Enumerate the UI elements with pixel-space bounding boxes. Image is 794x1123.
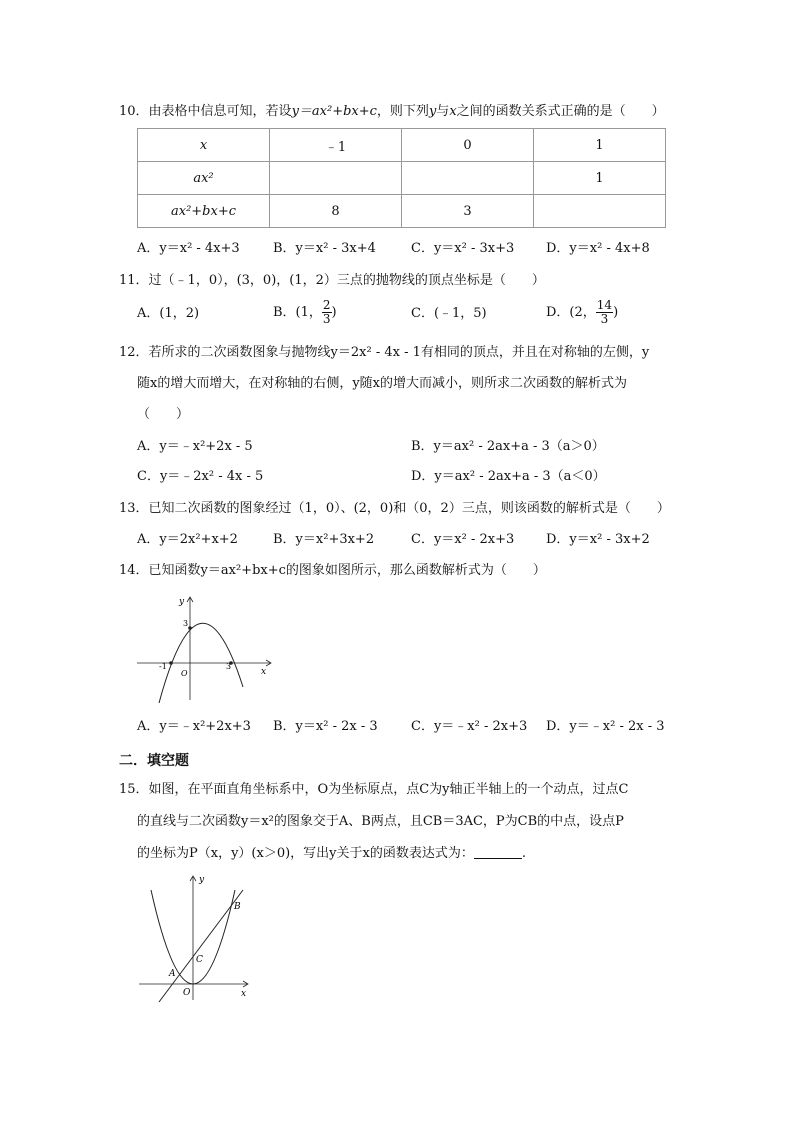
table-cell [402, 162, 534, 195]
x-axis-label: x [261, 667, 267, 677]
fraction-denominator: 3 [600, 312, 609, 326]
minus1-label: -1 [159, 662, 167, 671]
q13-stem [119, 500, 670, 518]
q11-option-b [273, 298, 337, 328]
q12-option-b: B．y＝ax² - 2ax+a - 3（a＞0） [411, 439, 605, 454]
three-x-label: 3 [226, 662, 232, 671]
point-a-label: A [169, 969, 176, 979]
q10-stem [119, 103, 665, 121]
q11-option-d [546, 298, 618, 328]
q10-option-b: B．y＝x² - 3x+4 [273, 241, 376, 256]
table-cell: ax² [138, 162, 270, 195]
q15-line3-end: . [521, 846, 526, 861]
q10-option-d: D．y＝x² - 4x+8 [546, 241, 650, 256]
q12-option-d: D．y＝ax² - 2ax+a - 3（a＜0） [411, 469, 606, 484]
q12-line1 [119, 344, 649, 362]
q15-line1-text: 如图，在平面直角坐标系中，O为坐标原点，点C为y轴正半轴上的一个动点，过点C [148, 782, 629, 797]
table-row [138, 129, 666, 162]
q11-option-b-fraction [322, 299, 332, 326]
q10-option-a: A．y＝x² - 4x+3 [137, 241, 240, 256]
q14-stem [119, 562, 546, 580]
line-ab [159, 890, 243, 1002]
q14-option-b: B．y＝x² - 2x - 3 [273, 719, 378, 734]
table-cell: ax²+bx+c [138, 195, 270, 228]
q11-option-b-pre: B．(1， [273, 305, 322, 320]
q12-line2: 随x的增大而增大，在对称轴的右侧，y随x的增大而减小，则所求二次函数的解析式为 [137, 376, 628, 391]
q13-option-a: A．y＝2x²+x+2 [137, 532, 238, 547]
table-row [138, 162, 666, 195]
q15-line3-text: 的坐标为P（x，y）(x＞0)，写出y关于x的函数表达式为： [137, 846, 474, 861]
fraction-numerator: 2 [322, 298, 331, 312]
q11-option-d-fraction [596, 299, 613, 326]
q15-graph [135, 872, 255, 1007]
q11-option-d-post: ) [613, 305, 619, 320]
fraction-numerator: 14 [596, 298, 613, 312]
table-cell: 0 [402, 129, 534, 162]
q12-line1-text: 若所求的二次函数图象与抛物线y＝2x² - 4x - 1有相同的顶点，并且在对称轴的左侧，y [148, 345, 650, 360]
point-b-label: B [234, 902, 241, 912]
table-cell: 3 [402, 195, 534, 228]
table-cell: 1 [534, 129, 666, 162]
q15-line3 [137, 845, 526, 863]
q13-number: 13． [119, 501, 149, 516]
q10-x-var: x [449, 104, 457, 119]
table-cell: x [138, 129, 270, 162]
q11-option-a: A．(1，2) [137, 306, 200, 321]
fraction-denominator: 3 [322, 312, 331, 326]
q10-stem-b: ，则下列 [376, 104, 429, 119]
q15-number: 15． [119, 782, 149, 797]
point-y-intercept [188, 626, 192, 630]
q10-table [137, 128, 666, 228]
table-cell: ﹣1 [270, 129, 402, 162]
q12-option-c: C．y＝﹣2x² - 4x - 5 [137, 469, 264, 484]
q14-option-c: C．y＝﹣x² - 2x+3 [411, 719, 528, 734]
q10-option-c: C．y＝x² - 3x+3 [411, 241, 515, 256]
q15-line1 [119, 781, 628, 799]
x-axis-label: x [241, 989, 247, 999]
three-y-label: 3 [183, 619, 189, 628]
q11-option-c: C．(﹣1，5) [411, 306, 487, 321]
table-cell [534, 195, 666, 228]
point-c-label: C [196, 955, 203, 965]
q12-number: 12． [119, 345, 149, 360]
origin-label: O [181, 669, 188, 678]
origin-label: O [183, 988, 191, 998]
answer-blank[interactable] [474, 846, 522, 859]
q15-line2: 的直线与二次函数y＝x²的图象交于A、B两点，且CB＝3AC，P为CB的中点，设点P [137, 814, 624, 829]
q14-option-d: D．y＝﹣x² - 2x - 3 [546, 719, 665, 734]
q10-formula: y＝ax²+bx+c [291, 104, 377, 119]
q12-line3: （ ） [137, 407, 190, 422]
q14-stem-text: 已知函数y＝ax²+bx+c的图象如图所示，那么函数解析式为（ ） [148, 563, 546, 578]
q13-option-d: D．y＝x² - 3x+2 [546, 532, 650, 547]
y-axis-label: y [179, 597, 185, 607]
section-title: 二．填空题 [119, 753, 189, 769]
q12-option-a: A．y＝﹣x²+2x - 5 [137, 439, 253, 454]
q10-y-var: y [428, 104, 437, 119]
q14-option-a: A．y＝﹣x²+2x+3 [137, 719, 251, 734]
y-axis-label: y [199, 875, 205, 885]
q11-number: 11． [119, 273, 149, 288]
q14-graph [135, 590, 280, 705]
q10-number: 10． [119, 104, 149, 119]
q13-option-c: C．y＝x² - 2x+3 [411, 532, 515, 547]
table-cell: 1 [534, 162, 666, 195]
q10-stem-d: 之间的函数关系式正确的是（ ） [456, 104, 665, 119]
point-minus1 [169, 661, 173, 665]
q10-stem-c: 与 [436, 104, 450, 119]
q11-stem-text: 过（﹣1，0），(3，0)，(1，2）三点的抛物线的顶点坐标是（ ） [148, 273, 545, 288]
table-cell: 8 [270, 195, 402, 228]
table-cell [270, 162, 402, 195]
q11-option-d-pre: D．(2， [546, 305, 596, 320]
table-row [138, 195, 666, 228]
q13-stem-text: 已知二次函数的图象经过（1，0）、(2，0)和（0，2）三点，则该函数的解析式是（ ） [148, 501, 670, 516]
q13-option-b: B．y＝x²+3x+2 [273, 532, 375, 547]
q14-number: 14． [119, 563, 149, 578]
q10-stem-a: 由表格中信息可知，若设 [148, 104, 292, 119]
q11-stem [119, 272, 545, 290]
q11-option-b-post: ) [331, 305, 337, 320]
